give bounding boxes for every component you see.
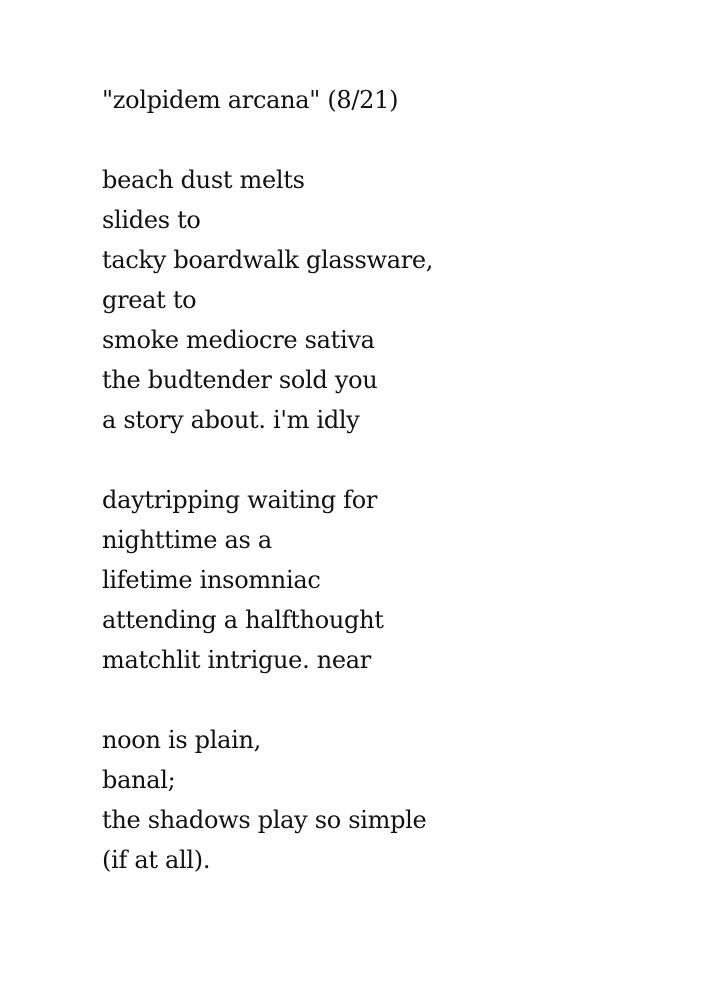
poem-line: great to <box>102 286 197 314</box>
poem <box>102 80 433 880</box>
poem-line: nighttime as a <box>102 526 272 554</box>
poem-line: tacky boardwalk glassware, <box>102 246 434 274</box>
stanza-2 <box>102 480 433 680</box>
poem-line: lifetime insomniac <box>102 566 321 594</box>
poem-line: a story about. i'm idly <box>102 406 360 434</box>
poem-line: the budtender sold you <box>102 366 378 394</box>
poem-line: daytripping waiting for <box>102 486 378 514</box>
poem-line: noon is plain, <box>102 726 261 754</box>
stanza-break <box>102 440 433 480</box>
poem-line: beach dust melts <box>102 166 305 194</box>
poem-line: slides to <box>102 206 201 234</box>
poem-line: the shadows play so simple <box>102 806 427 834</box>
poem-line: banal; <box>102 766 176 794</box>
poem-title: "zolpidem arcana" (8/21) <box>102 86 399 114</box>
poem-line: attending a halfthought <box>102 606 384 634</box>
stanza-break <box>102 120 433 160</box>
poem-line: (if at all). <box>102 846 211 874</box>
stanza-break <box>102 680 433 720</box>
poem-line: matchlit intrigue. near <box>102 646 371 674</box>
poem-line: smoke mediocre sativa <box>102 326 375 354</box>
stanza-3 <box>102 720 433 880</box>
stanza-1 <box>102 160 433 440</box>
